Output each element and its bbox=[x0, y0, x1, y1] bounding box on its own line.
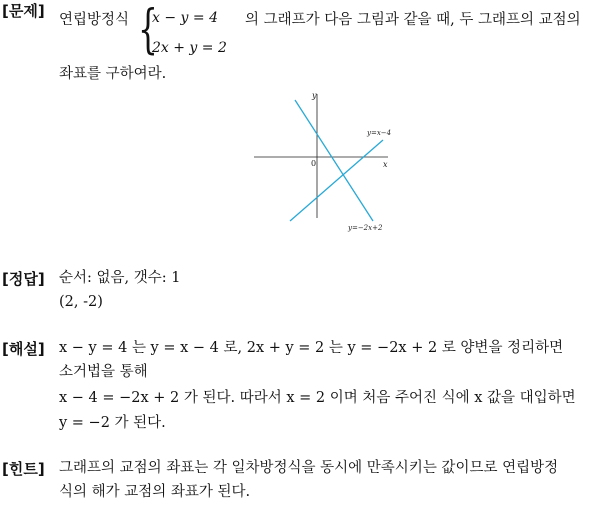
solution-tag: [해설] bbox=[2, 340, 45, 358]
answer-tag: [정답] bbox=[2, 270, 45, 288]
origin-label: 0 bbox=[311, 159, 317, 168]
answer-line1: 순서: 없음, 갯수: 1 bbox=[59, 270, 181, 286]
line1-label: y=x−4 bbox=[367, 129, 392, 137]
hint-tag: [힌트] bbox=[2, 460, 45, 478]
solution-line1: x − y = 4 는 y = x − 4 로, 2x + y = 2 는 y = −2x + 2 로 양변을 정리하면 bbox=[59, 340, 564, 356]
hint-line1: 그래프의 교점의 좌표는 각 일차방정식을 동시에 만족시키는 값이므로 연립방정 bbox=[59, 460, 559, 476]
x-axis-label: x bbox=[383, 160, 388, 169]
equation-1: x − y = 4 bbox=[152, 10, 218, 26]
hint-line2: 식의 해가 교점의 좌표가 된다. bbox=[59, 484, 251, 500]
solution-line4: y = −2 가 된다. bbox=[59, 415, 166, 431]
solution-line2: 소거법을 통해 bbox=[59, 364, 148, 380]
y-axis-label: y bbox=[312, 91, 317, 100]
line2-label: y=−2x+2 bbox=[348, 224, 383, 232]
equation-2: 2x + y = 2 bbox=[152, 40, 227, 56]
system-brace: { bbox=[138, 0, 158, 60]
line-y-eq-x-minus-4 bbox=[290, 140, 383, 221]
answer-line2: (2, -2) bbox=[59, 294, 103, 310]
line-y-eq-neg2x-plus-2 bbox=[295, 100, 373, 221]
problem-text: 의 그래프가 다음 그림과 같을 때, 두 그래프의 교점의 bbox=[245, 12, 581, 28]
graph-figure bbox=[250, 88, 400, 238]
problem-intro: 연립방정식 bbox=[59, 12, 130, 28]
problem-tag: [문제] bbox=[2, 2, 45, 20]
problem-text-line2: 좌표를 구하여라. bbox=[59, 66, 167, 82]
solution-line3: x − 4 = −2x + 2 가 된다. 따라서 x = 2 이며 처음 주어진 식에 x 값을 대입하면 bbox=[59, 390, 576, 406]
